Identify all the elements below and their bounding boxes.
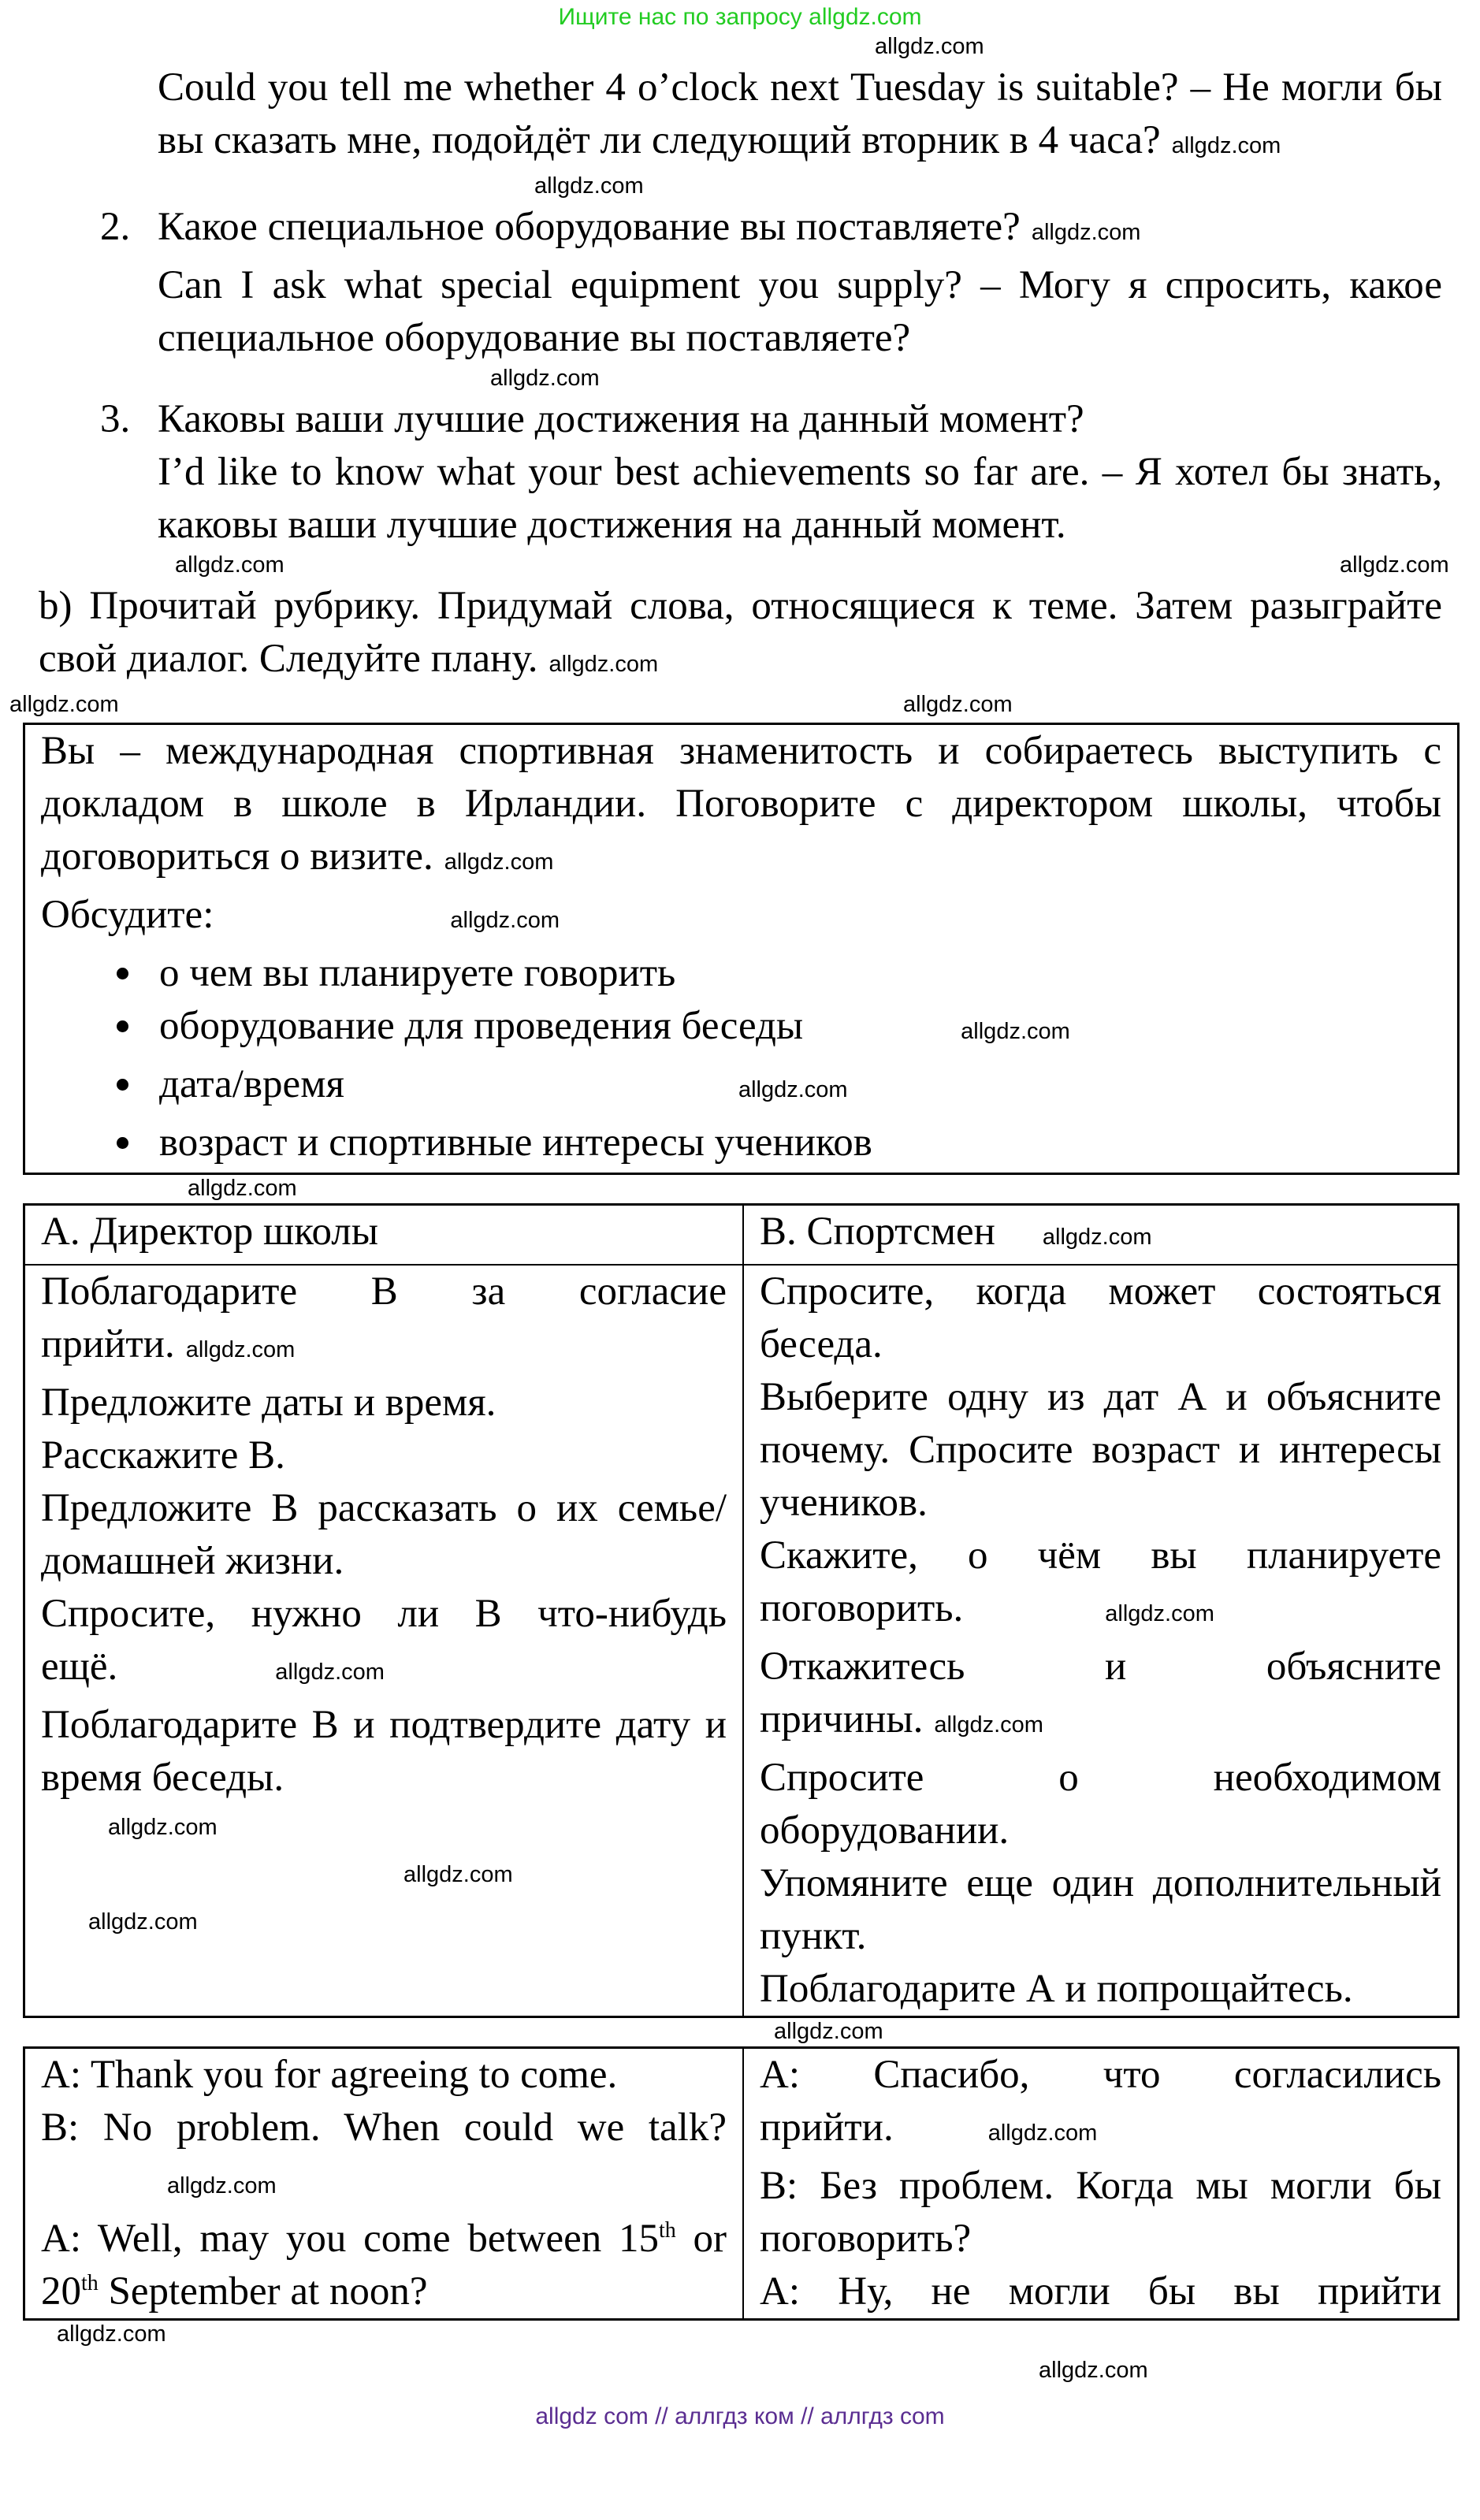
watermark: allgdz.com (738, 1077, 848, 1102)
step: Предложите даты и время. (41, 1381, 496, 1425)
watermark-strip (0, 33, 1480, 61)
header-director: A. Директор школы (24, 1205, 744, 1266)
item-number: 2. (100, 205, 131, 249)
watermark-strip (41, 1805, 727, 1852)
director-steps (24, 1265, 744, 2017)
dialogue-english (24, 2048, 744, 2320)
watermark: allgdz.com (185, 1337, 296, 1362)
watermark-strip (0, 173, 1480, 201)
step-text: Спросите, нужно ли В что-нибудь ещё. (41, 1592, 727, 1689)
step: Поблагодарите В и подтвердите дату и время беседы. (41, 1703, 727, 1800)
watermark: allgdz.com (548, 652, 659, 677)
watermark-strip (0, 2357, 1480, 2385)
answer-text: Could you tell me whether 4 o’clock next Tuesday is suitable? – Не могли бы вы сказать мне, подойдёт ли следующий вторник в 4 часа? (158, 65, 1442, 162)
step: Спросите о необходимом оборудовании. (760, 1756, 1441, 1853)
watermark: allgdz.com (490, 366, 600, 391)
bullet-item (41, 1058, 1441, 1117)
discuss-label: Обсудите: (41, 893, 214, 937)
dialogue-line (41, 2102, 727, 2213)
dialogue-line: A: Ну, не могли бы вы прийти (760, 2269, 1441, 2314)
watermark-strip (41, 1852, 727, 1899)
watermark-strip (0, 691, 1480, 719)
watermark: allgdz.com (403, 1862, 513, 1887)
dialogue-line (760, 2049, 1441, 2160)
question-text: Какое специальное оборудование вы поставляете? (158, 205, 1021, 249)
plan-table (23, 1203, 1460, 2018)
watermark: allgdz.com (275, 1660, 385, 1685)
answer-item-3 (100, 393, 1442, 552)
step: Упомяните еще один дополнительный пункт. (760, 1861, 1441, 1958)
watermark: allgdz.com (1042, 1225, 1152, 1250)
watermark: allgdz.com (108, 1815, 218, 1840)
watermark: allgdz.com (774, 2019, 883, 2044)
watermark: allgdz.com (444, 849, 554, 875)
watermark: allgdz.com (961, 1019, 1070, 1044)
watermark: allgdz.com (1340, 552, 1449, 578)
answer-text: I’d like to know what your best achievements so far are. – Я хотел бы знать, каковы ваши лучшие достижения на данный момент. (158, 450, 1442, 547)
watermark-strip (0, 552, 1480, 580)
athlete-steps (743, 1265, 1459, 2017)
step (760, 1529, 1441, 1641)
watermark: allgdz.com (88, 1909, 198, 1935)
bullet-item (41, 947, 1441, 1000)
rubric-box (23, 723, 1460, 1175)
header-athlete-cell (743, 1205, 1459, 1266)
question-text: Каковы ваши лучшие достижения на данный момент? (158, 397, 1084, 441)
watermark-strip (0, 365, 1480, 393)
question-paragraph (158, 201, 1442, 259)
footer-banner[interactable]: allgdz com // аллгдз ком // аллгдз com (535, 2403, 945, 2429)
answer-paragraph (158, 61, 1442, 173)
dialogue-line: A: Well, may you come between 15th or 20th September at noon? (41, 2217, 727, 2314)
step (41, 1266, 727, 1377)
bullet-text: о чем вы планируете говорить (159, 951, 676, 995)
watermark: allgdz.com (903, 692, 1013, 717)
watermark: allgdz.com (1171, 133, 1281, 158)
watermark: allgdz.com (987, 2120, 1098, 2146)
dialogue-table (23, 2046, 1460, 2321)
bullet-item (41, 1000, 1441, 1058)
step (41, 1588, 727, 1699)
watermark: allgdz.com (188, 1176, 297, 1201)
watermark-strip (0, 2321, 1480, 2349)
watermark: allgdz.com (57, 2321, 166, 2347)
discuss-line (41, 889, 1441, 947)
bullet-text: возраст и спортивные интересы учеников (159, 1121, 872, 1165)
watermark: allgdz.com (9, 692, 119, 717)
watermark: allgdz.com (1039, 2358, 1148, 2383)
watermark: allgdz.com (534, 173, 644, 199)
watermark-strip (0, 1175, 1480, 1203)
dialogue-text: A: Спасибо, что согласились прийти. (760, 2053, 1441, 2150)
answer-item-2 (100, 201, 1442, 365)
item-number: 3. (100, 397, 131, 441)
rubric-paragraph (41, 725, 1441, 889)
dialogue-line: B: Без проблем. Когда мы могли бы поговорить? (760, 2164, 1441, 2261)
discuss-list (41, 947, 1441, 1169)
watermark: allgdz.com (875, 34, 984, 59)
dialogue-line: A: Thank you for agreeing to come. (41, 2053, 618, 2097)
answer-text: Can I ask what special equipment you supply? – Могу я спросить, какое специальное оборудование вы поставляете? (158, 263, 1442, 360)
step-text: Поблагодарите В за согласие прийти. (41, 1269, 727, 1366)
task-b-paragraph (39, 580, 1442, 691)
dialogue-text: B: No problem. When could we talk? (41, 2106, 727, 2150)
answer-item-1 (100, 61, 1442, 173)
step-text: Откажитесь и объясните причины. (760, 1645, 1441, 1741)
step: Поблагодарите А и попрощайтесь. (760, 1967, 1353, 2011)
search-banner[interactable]: Ищите нас по запросу allgdz.com (558, 4, 922, 30)
watermark: allgdz.com (1105, 1601, 1214, 1626)
watermark: allgdz.com (167, 2173, 277, 2198)
bullet-text: оборудование для проведения беседы (159, 1004, 804, 1048)
step (760, 1641, 1441, 1752)
step: Предложите В рассказать о их семье/домашней жизни. (41, 1486, 727, 1583)
watermark-strip (41, 1899, 727, 1946)
step-text: Скажите, о чём вы планируете поговорить. (760, 1533, 1441, 1630)
rubric-text: Вы – международная спортивная знаменитость и собираетесь выступить с докладом в школе в Ирландии. Поговорите с директором школы, чтобы договориться о визите. (41, 729, 1441, 879)
header-athlete: B. Спортсмен (760, 1210, 995, 1254)
step: Расскажите В. (41, 1433, 285, 1477)
task-b-instructions: b) Прочитай рубрику. Придумай слова, относящиеся к теме. Затем разыграйте свой диалог. Следуйте плану. (39, 584, 1442, 681)
step: Спросите, когда может состояться беседа. (760, 1269, 1441, 1366)
watermark: allgdz.com (450, 908, 560, 933)
watermark: allgdz.com (1031, 220, 1141, 245)
watermark: allgdz.com (175, 552, 284, 578)
watermark-strip (0, 2018, 1480, 2046)
watermark: allgdz.com (934, 1712, 1043, 1738)
bullet-text: дата/время (159, 1062, 344, 1106)
dialogue-russian (743, 2048, 1459, 2320)
step: Выберите одну из дат А и объясните почему. Спросите возраст и интересы учеников. (760, 1375, 1441, 1525)
bullet-item (41, 1117, 1441, 1169)
